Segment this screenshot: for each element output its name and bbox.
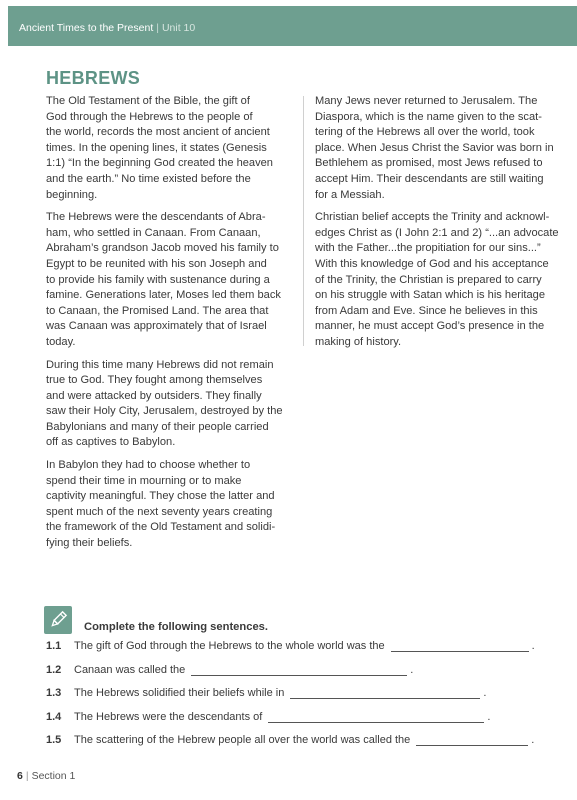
paragraph — [315, 210, 570, 350]
header-separator: | — [156, 22, 159, 34]
paragraph — [315, 94, 570, 203]
section-label: Section 1 — [31, 770, 76, 782]
text-line: 1:1) “In the beginning God created the heaven — [46, 157, 273, 170]
item-text: The Hebrews were the descendants of — [74, 711, 263, 723]
text-line: saw their Holy City, Jerusalem, destroyed by the — [46, 405, 283, 418]
text-line: During this time many Hebrews did not remain — [46, 358, 274, 371]
text-line: Christian belief accepts the Trinity and acknowl- — [315, 211, 550, 224]
text-line: from Adam and Eve. Since he believes in this — [315, 304, 538, 317]
text-line: Diaspora, which is the name given to the scat- — [315, 110, 542, 123]
text-line: accept Him. Their descendants are still waiting — [315, 172, 544, 185]
exercise-item-1-5 — [46, 734, 534, 746]
text-line: famine. Generations later, Moses led them back — [46, 289, 281, 302]
text-line: and the earth.” No time existed before the — [46, 172, 251, 185]
text-line: fying their beliefs. — [46, 537, 133, 550]
text-line: With this knowledge of God and his acceptance — [315, 257, 549, 270]
text-line: and were attacked by outsiders. They finally — [46, 389, 262, 402]
item-text: Canaan was called the — [74, 664, 186, 676]
item-text: The Hebrews solidified their beliefs while in — [74, 687, 285, 699]
exercise-instruction: Complete the following sentences. — [84, 621, 268, 633]
text-line: on his struggle with Satan which is his heritage — [315, 289, 546, 302]
text-line: off as captives to Babylon. — [46, 436, 176, 449]
page-title: HEBREWS — [46, 68, 141, 88]
text-line: for a Messiah. — [315, 188, 385, 201]
text-line: Abraham’s grandson Jacob moved his family to — [46, 242, 279, 255]
text-line: edges Christ as (I John 2:1 and 2) “...an advocate — [315, 226, 559, 239]
text-line: Egypt to be reunited with his son Joseph and — [46, 257, 267, 270]
text-line: captivity meaningful. They chose the latter and — [46, 490, 275, 503]
text-line: true to God. They fought among themselves — [46, 374, 263, 387]
text-line: The Hebrews were the descendants of Abra- — [46, 211, 266, 224]
item-end: . — [483, 687, 487, 699]
paragraph — [46, 358, 290, 452]
item-number: 1.5 — [46, 734, 62, 746]
text-line: times. In the opening lines, it states (Genesis — [46, 141, 267, 154]
text-line: to provide his family with sustenance during a — [46, 273, 270, 286]
text-line: tering of the Hebrews all over the world, took — [315, 126, 535, 139]
text-line: The Old Testament of the Bible, the gift of — [46, 95, 250, 107]
text-line: the world, records the most ancient of ancient — [46, 126, 270, 139]
running-header — [19, 22, 195, 34]
text-line: Many Jews never returned to Jerusalem. The — [315, 95, 538, 107]
text-line: In Babylon they had to choose whether to — [46, 459, 251, 472]
text-line: spend their time in mourning or to make — [46, 474, 242, 487]
item-end: . — [410, 664, 414, 676]
answer-blank[interactable] — [191, 665, 407, 676]
item-number: 1.1 — [46, 640, 62, 652]
text-line: place. When Jesus Christ the Savior was born in — [315, 141, 554, 154]
text-line: with the Father...the propitiation for our sins...” — [315, 242, 541, 255]
item-text: The gift of God through the Hebrews to the whole world was the — [74, 640, 385, 652]
item-end: . — [531, 734, 535, 746]
course-title: Ancient Times to the Present — [19, 22, 154, 34]
text-line: spent much of the next seventy years creating — [46, 505, 273, 518]
text-line: Bethlehem as promised, most Jews refused to — [315, 157, 543, 170]
pencil-icon — [44, 606, 72, 634]
exercise-item-1-2 — [46, 664, 413, 676]
page-footer — [17, 770, 75, 782]
paragraph — [46, 94, 290, 203]
item-end: . — [487, 711, 491, 723]
paragraph — [46, 210, 290, 350]
text-line: to Canaan, the Promised Land. The area that — [46, 304, 269, 317]
right-column — [315, 94, 570, 358]
text-line: manner, he must accept God’s presence in the — [315, 320, 545, 333]
text-line: the framework of the Old Testament and solidi- — [46, 521, 276, 534]
item-number: 1.3 — [46, 687, 62, 699]
page-number: 6 — [17, 770, 23, 782]
text-line: today. — [46, 335, 76, 348]
answer-blank[interactable] — [391, 641, 529, 652]
answer-blank[interactable] — [416, 735, 528, 746]
answer-blank[interactable] — [290, 688, 480, 699]
footer-separator: | — [25, 770, 29, 782]
text-line: ham, who settled in Canaan. From Canaan, — [46, 226, 261, 239]
item-number: 1.4 — [46, 711, 62, 723]
text-line: Babylonians and many of their people carried — [46, 420, 269, 433]
text-line: of the Trinity, the Christian is prepared to carry — [315, 273, 542, 286]
text-line: was Canaan was approximately that of Israel — [46, 320, 267, 333]
column-divider — [303, 96, 304, 346]
exercise-item-1-3 — [46, 687, 486, 699]
item-end: . — [531, 640, 535, 652]
answer-blank[interactable] — [268, 712, 484, 723]
item-number: 1.2 — [46, 664, 62, 676]
text-line: beginning. — [46, 188, 98, 201]
text-line: making of history. — [315, 335, 402, 348]
item-text: The scattering of the Hebrew people all over the world was called the — [74, 734, 411, 746]
paragraph — [46, 458, 290, 552]
text-line: God through the Hebrews to the people of — [46, 110, 253, 123]
left-column — [46, 94, 290, 559]
exercise-item-1-4 — [46, 711, 490, 723]
exercise-item-1-1 — [46, 640, 535, 652]
unit-label: Unit 10 — [161, 22, 196, 34]
